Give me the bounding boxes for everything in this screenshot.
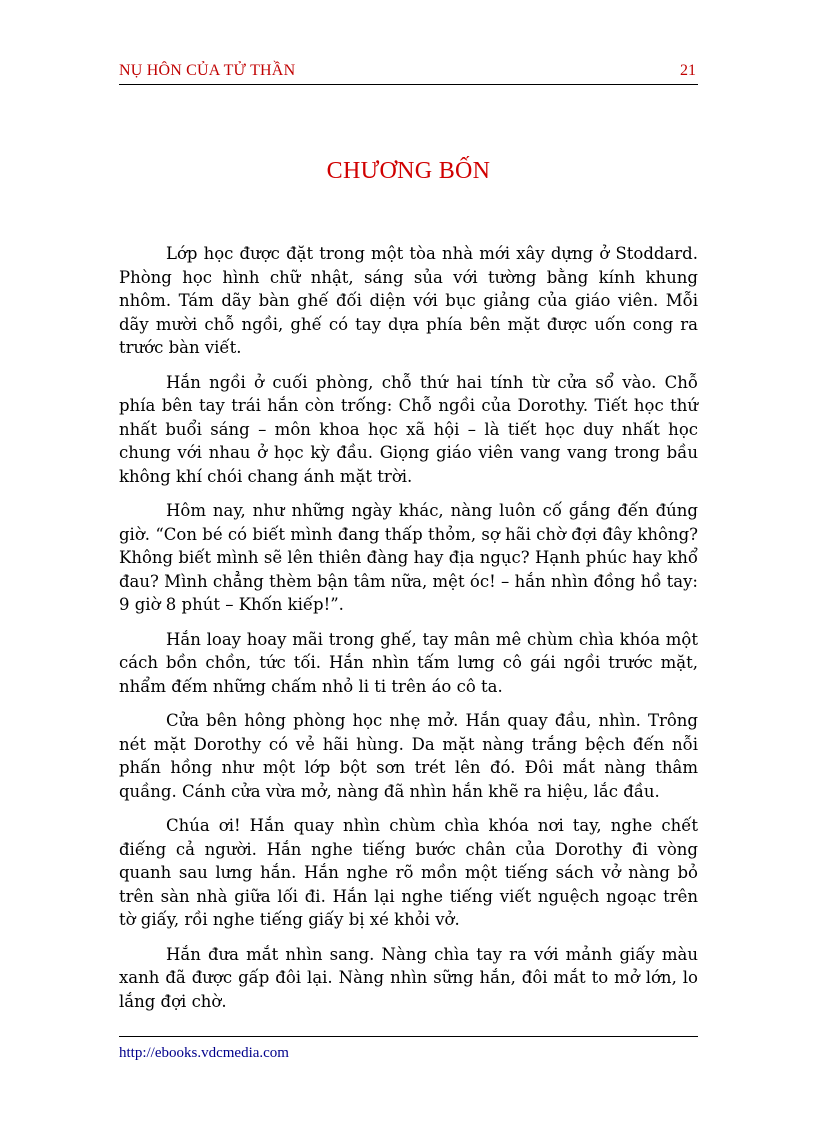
book-title: NỤ HÔN CỦA TỬ THẦN [119,62,296,79]
paragraph: Hắn loay hoay mãi trong ghế, tay mân mê chùm chìa khóa một cách bồn chồn, tức tối. Hắn nhìn tấm lưng cô gái ngồi trước mặt, nhẩm đếm những chấm nhỏ li ti trên áo cô ta. [119,629,698,696]
page-header [119,60,698,85]
paragraph: Chúa ơi! Hắn quay nhìn chùm chìa khóa nơi tay, nghe chết điếng cả người. Hắn nghe tiếng bước chân của Dorothy đi vòng quanh sau lưng hắn. Hắn nghe rõ mồn một tiếng sách vở nàng bỏ trên sàn nhà giữa lối đi. Hắn lại nghe tiếng viết nguệch ngoạc trên tờ giấy, rồi nghe tiếng giấy bị xé khỏi vở. [119,816,698,929]
paragraph: Hắn ngồi ở cuối phòng, chỗ thứ hai tính từ cửa sổ vào. Chỗ phía bên tay trái hắn còn trống: Chỗ ngồi của Dorothy. Tiết học thứ nhất buổi sáng – môn khoa học xã hội – là tiết học duy nhất học chung với nhau ở học kỳ đầu. Giọng giáo viên vang vang trong bầu không khí chói chang ánh mặt trời. [119,372,698,486]
page-number: 21 [680,62,696,79]
paragraph: Cửa bên hông phòng học nhẹ mở. Hắn quay đầu, nhìn. Trông nét mặt Dorothy có vẻ hãi hùng. Da mặt nàng trắng bệch đến nỗi phấn hồng như một lớp bột sơn trét lên đó. Đôi mắt nàng thâm quầng. Cánh cửa vừa mở, nàng đã nhìn hắn khẽ ra hiệu, lắc đầu. [119,711,698,801]
footer-url-link[interactable]: http://ebooks.vdcmedia.com [119,1045,289,1061]
footer-divider [119,1036,698,1037]
paragraph: Hôm nay, như những ngày khác, nàng luôn cố gắng đến đúng giờ. “Con bé có biết mình đang thấp thỏm, sợ hãi chờ đợi đây không? Không biết mình sẽ lên thiên đàng hay địa ngục? Hạnh phúc hay khổ đau? Mình chẳng thèm bận tâm nữa, mệt óc! – hắn nhìn đồng hồ tay: 9 giờ 8 phút – Khốn kiếp!”. [119,501,698,614]
chapter-title: CHƯƠNG BỐN [326,158,491,184]
chapter-body [119,242,698,1024]
paragraph: Hắn đưa mắt nhìn sang. Nàng chìa tay ra với mảnh giấy màu xanh đã được gấp đôi lại. Nàng nhìn sững hắn, đôi mắt to mở lớn, lo lắng đợi chờ. [119,944,698,1011]
paragraph: Lớp học được đặt trong một tòa nhà mới xây dựng ở Stoddard. Phòng học hình chữ nhật, sáng sủa với tường bằng kính khung nhôm. Tám dãy bàn ghế đối diện với bục giảng của giáo viên. Mỗi dãy mười chỗ ngồi, ghế có tay dựa phía bên mặt được uốn cong ra trước bàn viết. [119,244,698,357]
